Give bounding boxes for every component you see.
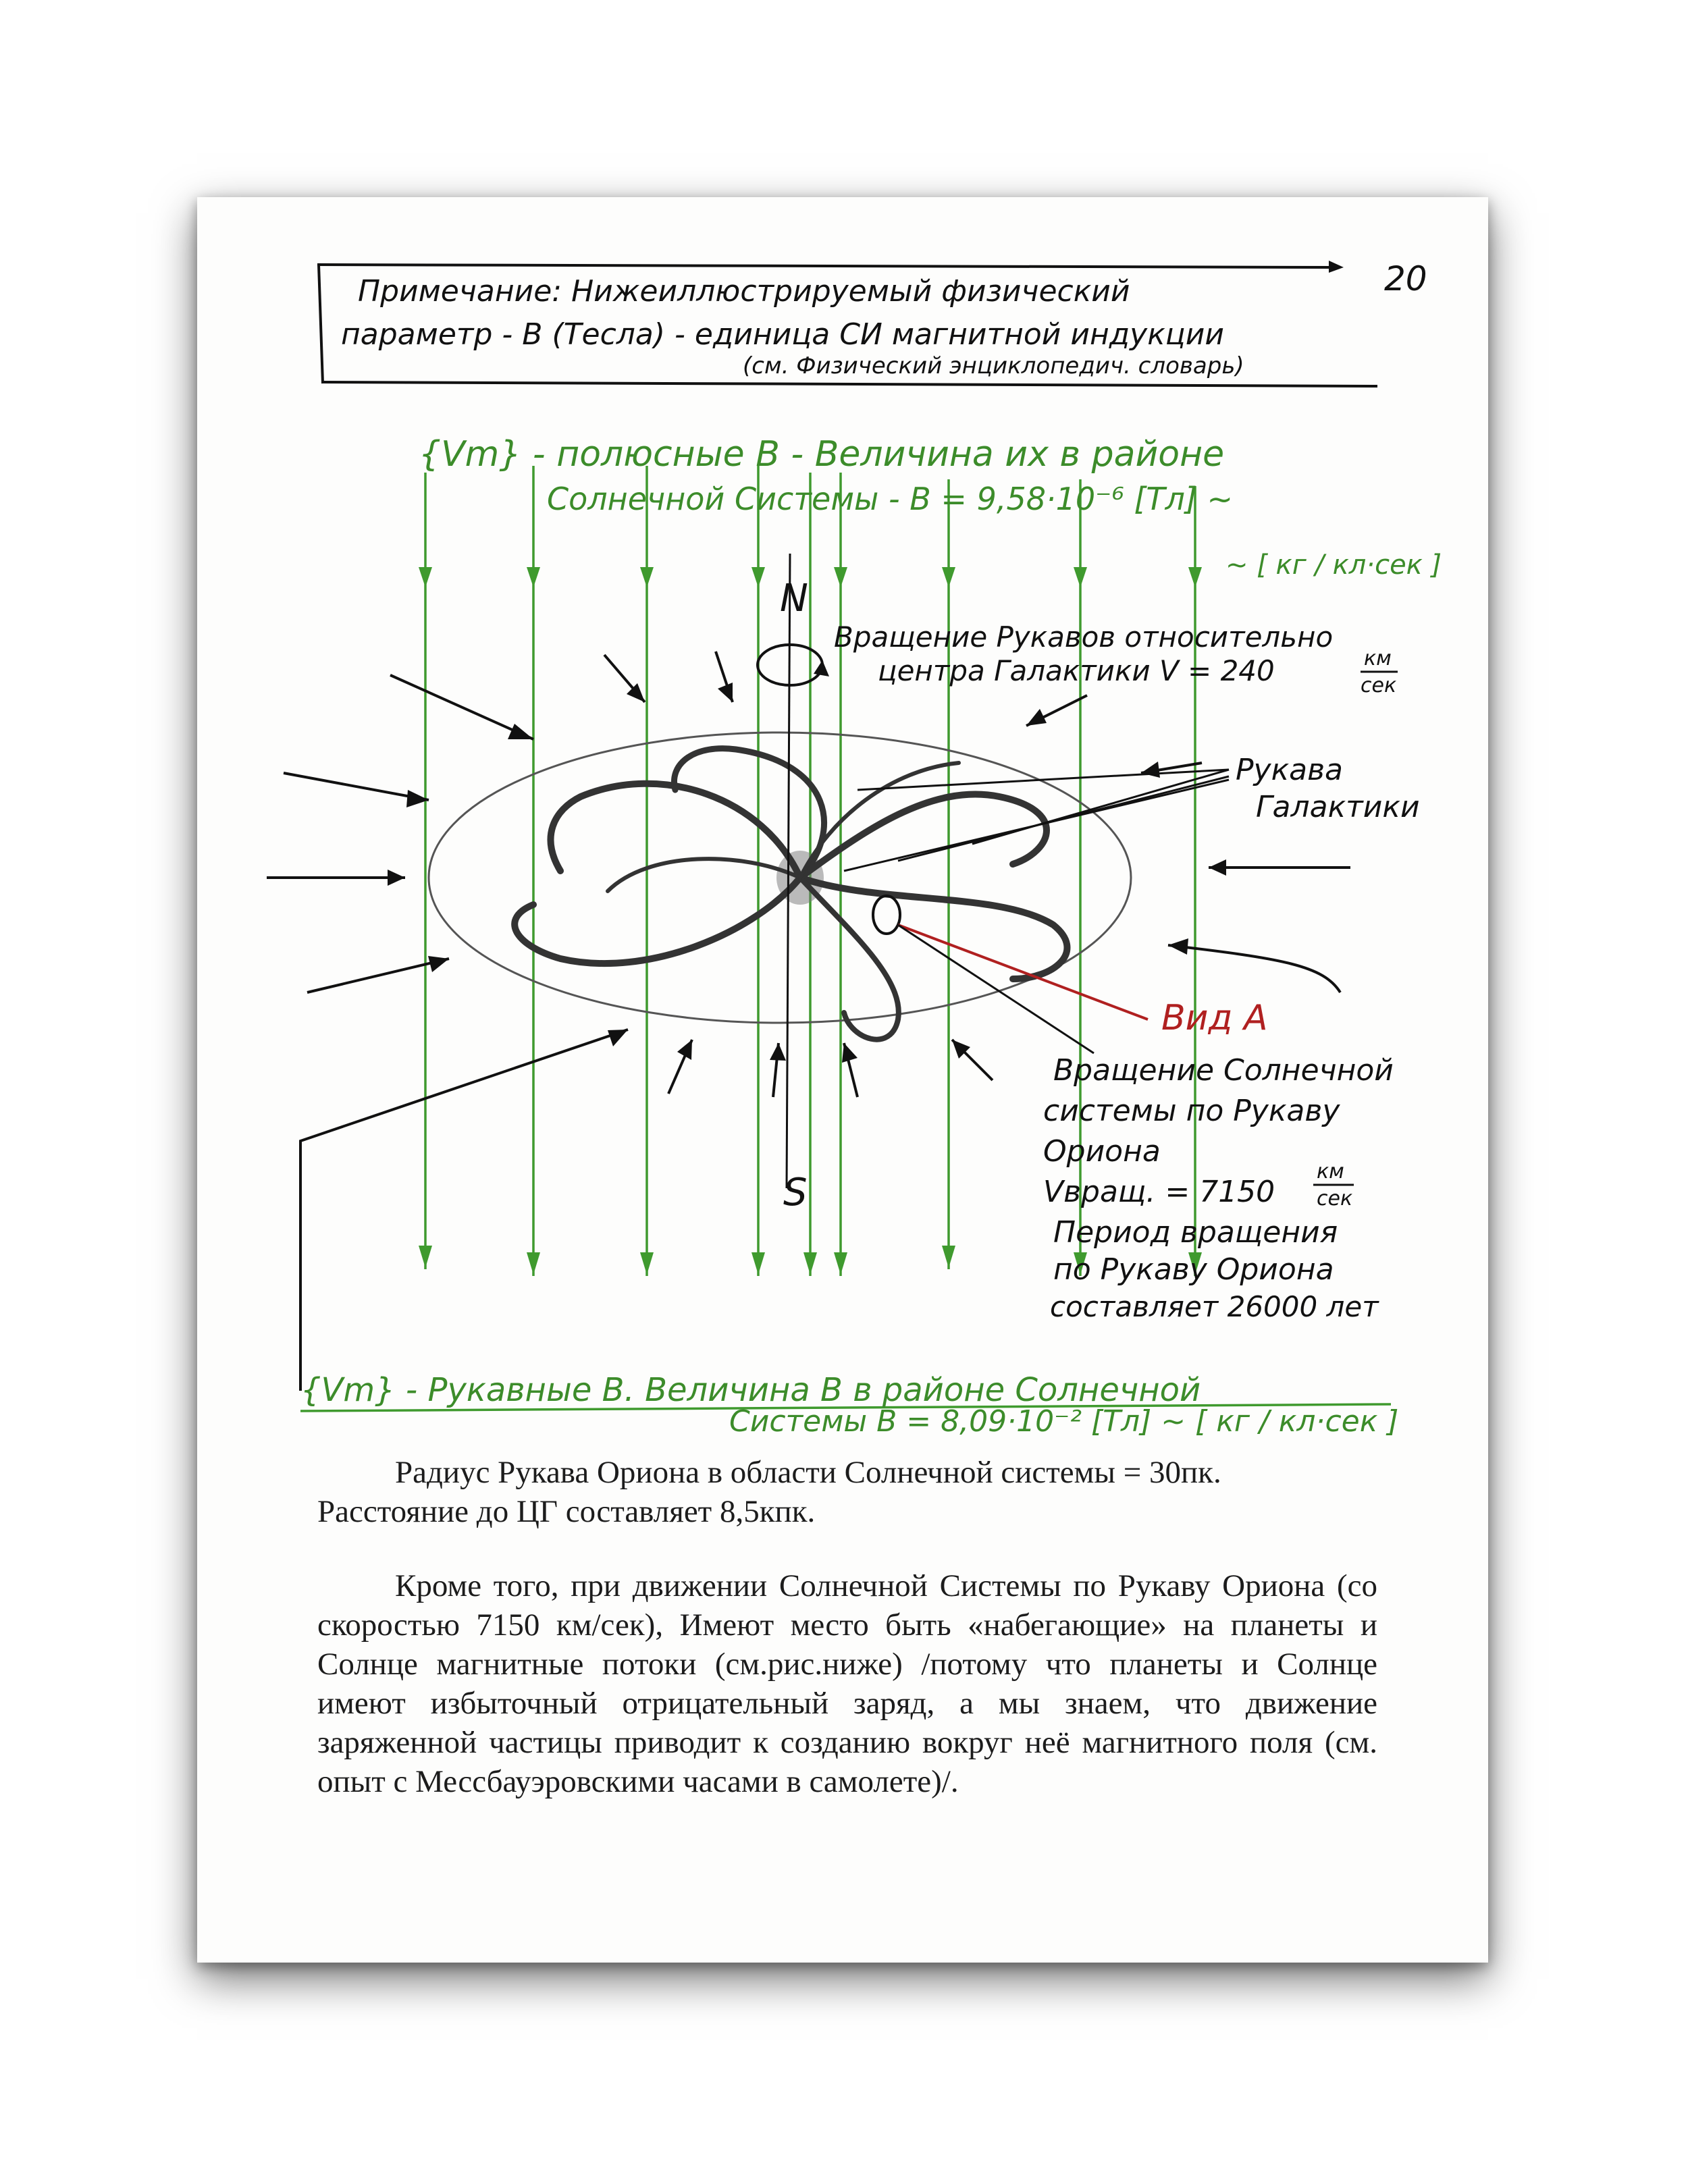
arms-label-1: Рукава — [1236, 753, 1344, 787]
arm-field-label-2: Системы В = 8,09·10⁻² [Тл] ~ [ кг / кл·сек ] — [729, 1404, 1399, 1439]
rotation-label-1: Вращение Рукавов относительно — [834, 620, 1334, 654]
paragraph-2-text: Кроме того, при движении Солнечной Системы по Рукаву Ориона (со скоростью 7150 км/сек), Имеют место быть «набегающие» на планеты и Солнце магнитные потоки (см.рис.ниже) /потому что планеты и Солнце имеют избыточный отрицательный заряд, а мы знаем, что движение заряженной частицы приводит к созданию вокруг неё магнитного поля (см. опыт с Мессбауэровскими часами в самолете)/. — [317, 1568, 1377, 1799]
paragraph-1 — [317, 1453, 1377, 1531]
period-line-1: Период вращения — [1053, 1215, 1338, 1250]
rotation-unit-bottom: сек — [1361, 674, 1397, 697]
view-a-label: Вид А — [1161, 998, 1268, 1038]
note-line-2: параметр - В (Тесла) - единица СИ магнитной индукции — [341, 317, 1224, 352]
rotation-label-2: центра Галактики V = 240 — [878, 654, 1275, 687]
note-line-1: Примечание: Нижеиллюстрируемый физический — [358, 274, 1130, 309]
polar-field-units: ~ [ кг / кл·сек ] — [1225, 550, 1442, 581]
north-pole-label: N — [780, 577, 808, 620]
solar-unit-bottom: сек — [1317, 1187, 1353, 1210]
solar-unit-top: км — [1317, 1160, 1344, 1183]
page-number: 20 — [1384, 259, 1427, 298]
polar-field-label-1: {Vm} - полюсные В - Величина их в районе — [419, 434, 1225, 475]
south-pole-label: S — [783, 1171, 808, 1215]
solar-rotation-2: системы по Рукаву — [1043, 1094, 1340, 1128]
note-line-3: (см. Физический энциклопедич. словарь) — [743, 352, 1244, 379]
rotation-unit-top: км — [1364, 647, 1392, 670]
solar-rotation-4: Vвращ. = 7150 — [1043, 1175, 1275, 1209]
paragraph-1-line-2: Расстояние до ЦГ составляет 8,5кпк. — [317, 1494, 816, 1529]
arms-leader-lines — [844, 770, 1229, 871]
period-line-3: составляет 26000 лет — [1050, 1290, 1379, 1323]
solar-rotation-1: Вращение Солнечной — [1053, 1053, 1394, 1088]
arms-label-2: Галактики — [1256, 790, 1420, 824]
period-line-2: по Рукаву Ориона — [1053, 1252, 1334, 1287]
solar-rotation-3: Ориона — [1043, 1134, 1161, 1169]
arm-field-label-1: {Vm} - Рукавные В. Величина В в районе Солнечной — [300, 1371, 1201, 1409]
view-a-leader — [898, 925, 1148, 1019]
paragraph-2 — [317, 1566, 1377, 1801]
paragraph-1-line-1: Радиус Рукава Ориона в области Солнечной системы = 30пк. — [395, 1455, 1221, 1490]
polar-field-label-2: Солнечной Системы - В = 9,58·10⁻⁶ [Тл] ~ — [547, 481, 1234, 517]
